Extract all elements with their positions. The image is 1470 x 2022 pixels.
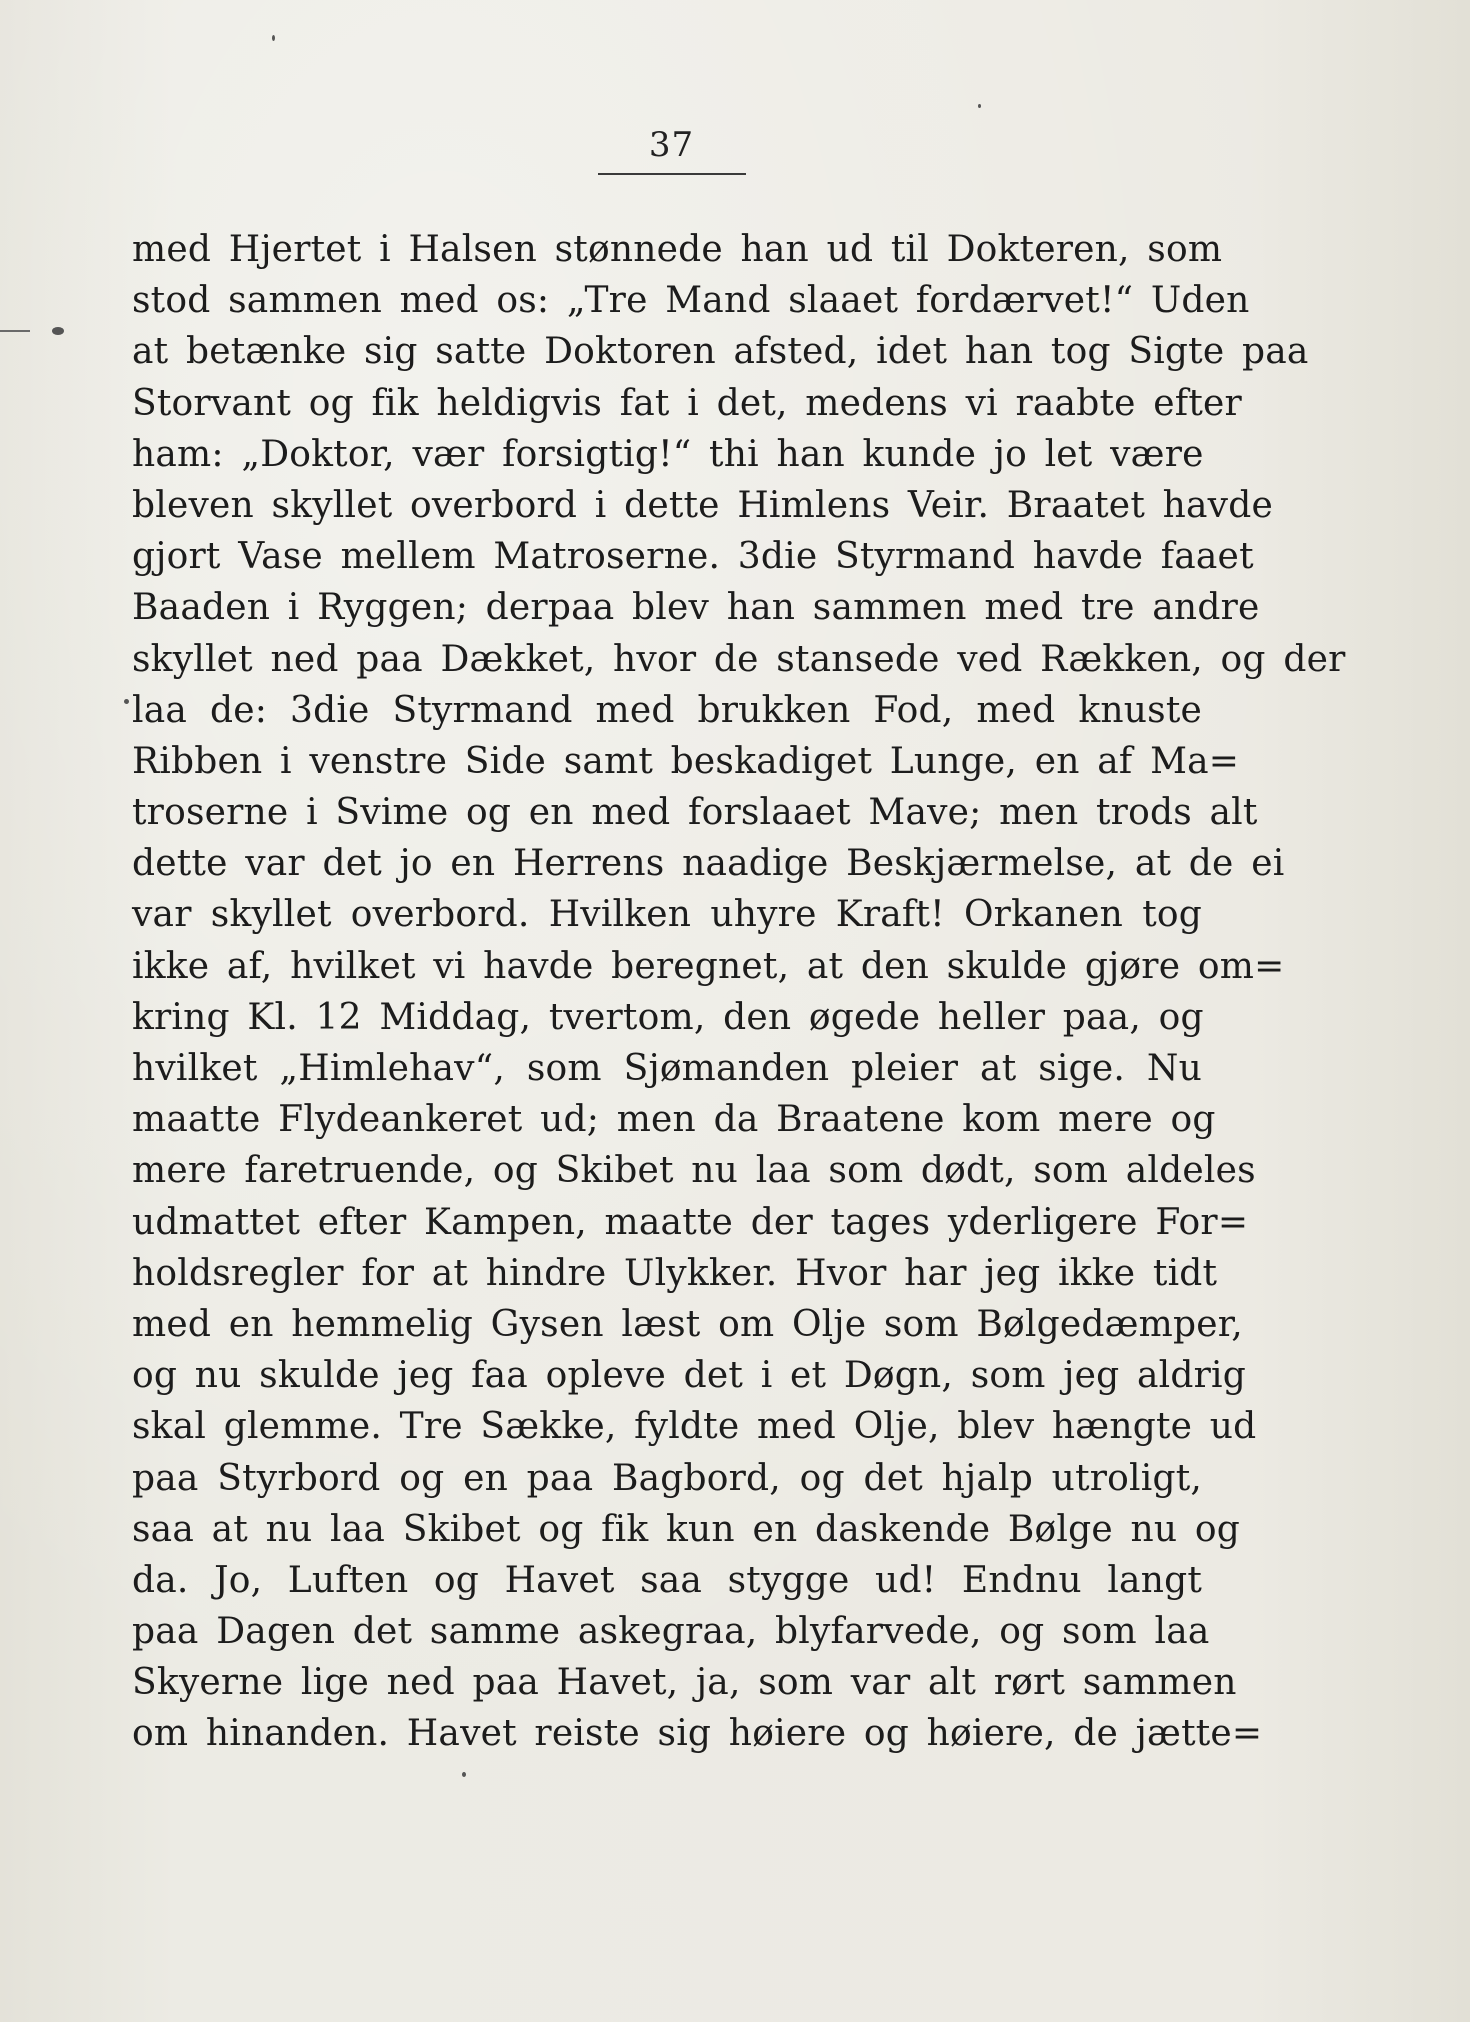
text-line: maatte Flydeankeret ud; men da Braatene kom mere og (132, 1099, 1216, 1141)
scan-speck (124, 699, 129, 704)
text-line: Skyerne lige ned paa Havet, ja, som var alt rørt sammen (132, 1662, 1237, 1704)
text-line: skal glemme. Tre Sække, fyldte med Olje, blev hængte ud (132, 1406, 1257, 1448)
text-line: ikke af, hvilket vi havde beregnet, at den skulde gjøre om= (132, 945, 1285, 987)
scan-speck (272, 35, 275, 41)
text-line: Ribben i venstre Side samt beskadiget Lunge, en af Ma= (132, 740, 1240, 782)
text-line: og nu skulde jeg faa opleve det i et Døgn, som jeg aldrig (132, 1355, 1246, 1397)
scan-speck (52, 327, 64, 335)
text-line: med en hemmelig Gysen læst om Olje som Bølgedæmper, (132, 1303, 1243, 1345)
text-line: Baaden i Ryggen; derpaa blev han sammen med tre andre (132, 587, 1260, 629)
scan-mark (0, 330, 30, 332)
scan-speck (978, 104, 981, 108)
text-line: med Hjertet i Halsen stønnede han ud til Dokteren, som (132, 229, 1223, 270)
page-number: 37 (648, 125, 695, 165)
text-line: at betænke sig satte Doktoren afsted, idet han tog Sigte paa (132, 331, 1309, 373)
text-line: laa de: 3die Styrmand med brukken Fod, med knuste (132, 689, 1202, 731)
text-line: skyllet ned paa Dækket, hvor de stansede ved Rækken, og der (132, 638, 1346, 680)
text-line: troserne i Svime og en med forslaaet Mave; men trods alt (132, 792, 1258, 834)
text-line: kring Kl. 12 Middag, tvertom, den øgede heller paa, og (132, 996, 1204, 1038)
text-line: var skyllet overbord. Hvilken uhyre Kraft! Orkanen tog (132, 894, 1202, 936)
text-line: holdsregler for at hindre Ulykker. Hvor har jeg ikke tidt (132, 1252, 1218, 1294)
text-line: dette var det jo en Herrens naadige Beskjærmelse, at de ei (132, 843, 1285, 885)
text-line: Storvant og fik heldigvis fat i det, medens vi raabte efter (132, 382, 1242, 424)
body-text (132, 224, 1346, 1760)
scan-speck (462, 1772, 466, 1777)
text-line: paa Dagen det samme askegraa, blyfarvede, og som laa (132, 1611, 1210, 1653)
text-line: stod sammen med os: „Tre Mand slaaet fordærvet!“ Uden (132, 280, 1250, 322)
text-line: paa Styrbord og en paa Bagbord, og det hjalp utroligt, (132, 1457, 1202, 1499)
text-line: ham: „Doktor, vær forsigtig!“ thi han kunde jo let være (132, 433, 1204, 475)
header-rule (598, 173, 746, 175)
text-line: om hinanden. Havet reiste sig høiere og høiere, de jætte= (132, 1713, 1263, 1755)
text-line: hvilket „Himlehav“, som Sjømanden pleier at sige. Nu (132, 1048, 1202, 1089)
text-line: saa at nu laa Skibet og fik kun en daskende Bølge nu og (132, 1508, 1241, 1550)
text-line: bleven skyllet overbord i dette Himlens Veir. Braatet havde (132, 484, 1273, 526)
text-line: da. Jo, Luften og Havet saa stygge ud! Endnu langt (132, 1559, 1202, 1601)
text-line: gjort Vase mellem Matroserne. 3die Styrmand havde faaet (132, 536, 1254, 578)
text-line: mere faretruende, og Skibet nu laa som dødt, som aldeles (132, 1150, 1256, 1192)
text-line: udmattet efter Kampen, maatte der tages yderligere For= (132, 1201, 1249, 1243)
